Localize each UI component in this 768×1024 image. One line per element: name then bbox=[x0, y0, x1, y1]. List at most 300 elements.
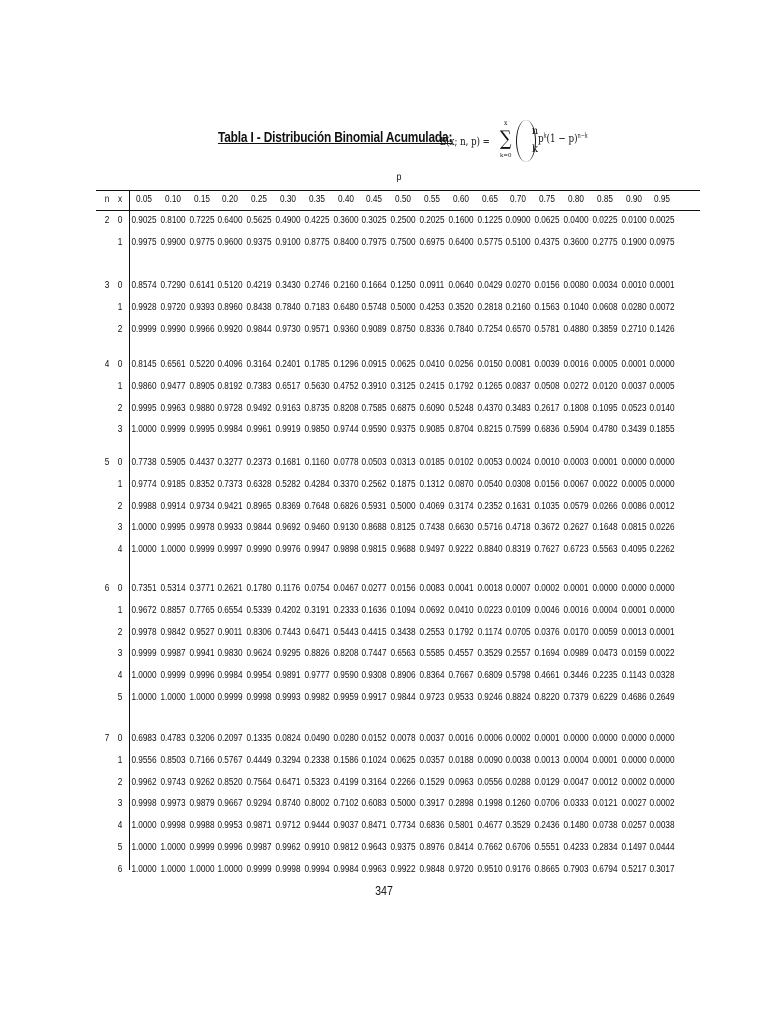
table-cell: 0.1024 bbox=[361, 754, 387, 766]
table-cell: 0.9130 bbox=[333, 522, 359, 534]
rhs-exp2: n−k bbox=[577, 132, 588, 140]
table-cell: 0.0400 bbox=[563, 215, 589, 226]
table-cell: 0.8215 bbox=[477, 424, 503, 436]
table-cell: 0.0738 bbox=[592, 820, 618, 832]
table-cell: 0.8735 bbox=[304, 402, 330, 414]
table-cell: 0.6975 bbox=[419, 236, 445, 248]
table-cell: 0.3672 bbox=[534, 522, 560, 534]
table-cell: 0.9978 bbox=[189, 522, 215, 534]
table-cell: 0.1260 bbox=[505, 798, 531, 810]
table-cell: 0.1785 bbox=[304, 359, 330, 370]
table-cell: 0.0081 bbox=[505, 359, 531, 370]
table-cell: 0.0288 bbox=[505, 776, 531, 788]
table-cell: 0.2235 bbox=[592, 670, 618, 682]
table-cell: 0.8369 bbox=[275, 500, 301, 512]
table-cell: 0.9919 bbox=[275, 424, 301, 436]
table-cell: 0.2262 bbox=[649, 544, 675, 556]
table-cell: 0.9375 bbox=[390, 842, 416, 853]
table-cell: 0.9723 bbox=[419, 692, 445, 703]
table-cell: 0.0824 bbox=[275, 733, 301, 744]
table-cell: 0.1998 bbox=[477, 798, 503, 810]
table-cell: 0.6836 bbox=[534, 424, 560, 436]
table-cell: 0.8905 bbox=[189, 380, 215, 392]
table-cell: 0.0067 bbox=[563, 478, 589, 490]
table-cell: 0.7840 bbox=[448, 323, 474, 335]
table-cell: 0.0100 bbox=[621, 215, 647, 226]
table-cell: 0.8840 bbox=[477, 544, 503, 556]
table-cell: 0.9688 bbox=[390, 544, 416, 556]
table-cell: 0.0000 bbox=[621, 754, 647, 766]
table-cell: 0.9871 bbox=[246, 820, 272, 832]
table-cell: 0.0016 bbox=[563, 604, 589, 616]
table-cell: 0.7765 bbox=[189, 604, 215, 616]
row-x-label: 2 bbox=[117, 776, 123, 788]
table-cell: 0.8665 bbox=[534, 863, 560, 875]
table-cell: 0.9879 bbox=[189, 798, 215, 810]
table-cell: 1.0000 bbox=[160, 842, 186, 853]
table-cell: 0.1176 bbox=[275, 583, 301, 594]
table-cell: 0.9917 bbox=[361, 692, 387, 703]
table-cell: 0.1035 bbox=[534, 500, 560, 512]
table-cell: 0.3917 bbox=[419, 798, 445, 810]
table-cell: 0.5904 bbox=[563, 424, 589, 436]
table-cell: 0.9962 bbox=[131, 776, 157, 788]
table-cell: 0.5217 bbox=[621, 863, 647, 875]
table-cell: 0.9999 bbox=[160, 670, 186, 682]
table-cell: 0.0540 bbox=[477, 478, 503, 490]
table-cell: 0.0266 bbox=[592, 500, 618, 512]
table-cell: 0.5630 bbox=[304, 380, 330, 392]
table-cell: 0.0001 bbox=[649, 626, 675, 638]
table-cell: 0.8750 bbox=[390, 323, 416, 335]
table-cell: 0.0053 bbox=[477, 457, 503, 468]
table-cell: 1.0000 bbox=[160, 863, 186, 875]
table-cell: 0.6328 bbox=[246, 478, 272, 490]
table-cell: 0.7627 bbox=[534, 544, 560, 556]
table-cell: 0.2097 bbox=[217, 733, 243, 744]
table-cell: 0.1529 bbox=[419, 776, 445, 788]
header-p-value: 0.55 bbox=[424, 194, 440, 205]
table-cell: 0.9999 bbox=[246, 863, 272, 875]
table-cell: 0.0000 bbox=[621, 733, 647, 744]
table-cell: 0.4661 bbox=[534, 670, 560, 682]
table-cell: 0.8145 bbox=[131, 359, 157, 370]
table-cell: 0.3294 bbox=[275, 754, 301, 766]
table-cell: 0.7443 bbox=[275, 626, 301, 638]
row-x-label: 0 bbox=[117, 583, 123, 594]
table-cell: 0.0467 bbox=[333, 583, 359, 594]
table-cell: 0.0109 bbox=[505, 604, 531, 616]
table-cell: 0.5798 bbox=[505, 670, 531, 682]
table-cell: 0.9963 bbox=[361, 863, 387, 875]
table-cell: 0.0002 bbox=[649, 798, 675, 810]
table-cell: 0.4780 bbox=[592, 424, 618, 436]
table-cell: 0.3439 bbox=[621, 424, 647, 436]
table-cell: 0.0039 bbox=[534, 359, 560, 370]
table-cell: 0.0000 bbox=[592, 583, 618, 594]
table-cell: 0.6563 bbox=[390, 648, 416, 660]
table-cell: 0.4900 bbox=[275, 215, 301, 226]
header-x: x bbox=[117, 194, 123, 205]
table-cell: 0.9571 bbox=[304, 323, 330, 335]
formula-binomial bbox=[516, 120, 539, 162]
table-cell: 0.7225 bbox=[189, 215, 215, 226]
table-cell: 0.7102 bbox=[333, 798, 359, 810]
table-cell: 0.1040 bbox=[563, 301, 589, 313]
table-cell: 0.5767 bbox=[217, 754, 243, 766]
table-cell: 0.0444 bbox=[649, 842, 675, 853]
table-cell: 0.1875 bbox=[390, 478, 416, 490]
table-cell: 0.9734 bbox=[189, 500, 215, 512]
table-cell: 0.9999 bbox=[131, 648, 157, 660]
table-cell: 0.3025 bbox=[361, 215, 387, 226]
table-cell: 0.8574 bbox=[131, 280, 157, 291]
table-cell: 0.8438 bbox=[246, 301, 272, 313]
table-cell: 0.0778 bbox=[333, 457, 359, 468]
table-cell: 0.7379 bbox=[563, 692, 589, 703]
table-cell: 0.9375 bbox=[390, 424, 416, 436]
table-cell: 0.0225 bbox=[592, 215, 618, 226]
table-cell: 0.0001 bbox=[621, 604, 647, 616]
table-cell: 0.0625 bbox=[390, 359, 416, 370]
table-cell: 1.0000 bbox=[131, 544, 157, 556]
table-cell: 0.6229 bbox=[592, 692, 618, 703]
table-cell: 0.0608 bbox=[592, 301, 618, 313]
table-cell: 0.5000 bbox=[390, 301, 416, 313]
table-cell: 0.0037 bbox=[621, 380, 647, 392]
table-cell: 0.3370 bbox=[333, 478, 359, 490]
table-cell: 1.0000 bbox=[189, 692, 215, 703]
table-cell: 0.2415 bbox=[419, 380, 445, 392]
table-cell: 0.5775 bbox=[477, 236, 503, 248]
table-cell: 0.0004 bbox=[592, 604, 618, 616]
table-cell: 0.9492 bbox=[246, 402, 272, 414]
table-cell: 0.5801 bbox=[448, 820, 474, 832]
table-cell: 0.1563 bbox=[534, 301, 560, 313]
table-cell: 0.9477 bbox=[160, 380, 186, 392]
table-cell: 0.9860 bbox=[131, 380, 157, 392]
table-cell: 0.6706 bbox=[505, 842, 531, 853]
binom-top: n bbox=[531, 126, 539, 137]
row-x-label: 3 bbox=[117, 522, 123, 534]
group-n-label: 4 bbox=[104, 359, 110, 370]
table-cell: 0.7351 bbox=[131, 583, 157, 594]
table-cell: 0.8002 bbox=[304, 798, 330, 810]
p-label: p bbox=[396, 171, 402, 183]
table-cell: 0.0625 bbox=[390, 754, 416, 766]
table-cell: 0.0915 bbox=[361, 359, 387, 370]
table-cell: 0.0963 bbox=[448, 776, 474, 788]
table-cell: 0.1094 bbox=[390, 604, 416, 616]
table-cell: 0.7290 bbox=[160, 280, 186, 291]
table-cell: 0.9850 bbox=[304, 424, 330, 436]
table-cell: 0.0012 bbox=[649, 500, 675, 512]
row-x-label: 3 bbox=[117, 798, 123, 810]
table-cell: 0.0000 bbox=[592, 733, 618, 744]
table-cell: 0.8906 bbox=[390, 670, 416, 682]
table-cell: 0.8208 bbox=[333, 648, 359, 660]
table-cell: 0.6554 bbox=[217, 604, 243, 616]
table-cell: 0.6471 bbox=[304, 626, 330, 638]
table-cell: 0.5314 bbox=[160, 583, 186, 594]
table-cell: 0.0508 bbox=[534, 380, 560, 392]
table-cell: 0.8857 bbox=[160, 604, 186, 616]
header-p-value: 0.35 bbox=[308, 194, 325, 205]
table-cell: 0.9100 bbox=[275, 236, 301, 248]
table-cell: 0.2562 bbox=[361, 478, 387, 490]
table-cell: 0.9294 bbox=[246, 798, 272, 810]
table-cell: 0.8688 bbox=[361, 522, 387, 534]
table-cell: 0.3125 bbox=[390, 380, 416, 392]
table-cell: 0.0038 bbox=[649, 820, 675, 832]
table-cell: 0.0025 bbox=[649, 215, 675, 226]
table-cell: 0.4677 bbox=[477, 820, 503, 832]
table-cell: 0.9692 bbox=[275, 522, 301, 534]
table-cell: 0.6983 bbox=[131, 733, 157, 744]
table-cell: 0.0000 bbox=[649, 359, 675, 370]
table-cell: 0.9988 bbox=[189, 820, 215, 832]
table-cell: 0.0272 bbox=[563, 380, 589, 392]
header-bottom-rule bbox=[96, 210, 700, 211]
table-cell: 0.0625 bbox=[534, 215, 560, 226]
table-cell: 0.0556 bbox=[477, 776, 503, 788]
table-cell: 0.4718 bbox=[505, 522, 531, 534]
table-cell: 0.6141 bbox=[189, 280, 215, 291]
table-cell: 1.0000 bbox=[160, 544, 186, 556]
header-p-value: 0.15 bbox=[193, 194, 210, 205]
table-cell: 0.5339 bbox=[246, 604, 272, 616]
table-cell: 0.9990 bbox=[160, 323, 186, 335]
table-cell: 0.0046 bbox=[534, 604, 560, 616]
table-cell: 0.0185 bbox=[419, 457, 445, 468]
table-cell: 0.3520 bbox=[448, 301, 474, 313]
table-cell: 0.0911 bbox=[419, 280, 445, 291]
table-cell: 0.9984 bbox=[333, 863, 359, 875]
table-cell: 0.5000 bbox=[390, 500, 416, 512]
table-cell: 0.9176 bbox=[505, 863, 531, 875]
formula-sigma: ∑ bbox=[500, 126, 512, 150]
table-cell: 0.0754 bbox=[304, 583, 330, 594]
table-cell: 0.9262 bbox=[189, 776, 215, 788]
table-cell: 0.9962 bbox=[275, 842, 301, 853]
row-x-label: 0 bbox=[117, 457, 123, 468]
table-cell: 0.0159 bbox=[621, 648, 647, 660]
table-cell: 0.0000 bbox=[649, 478, 675, 490]
table-cell: 0.9928 bbox=[131, 301, 157, 313]
table-cell: 0.1681 bbox=[275, 457, 301, 468]
table-cell: 0.9975 bbox=[131, 236, 157, 248]
table-cell: 0.9844 bbox=[246, 323, 272, 335]
table-cell: 0.9961 bbox=[246, 424, 272, 436]
table-cell: 0.5100 bbox=[505, 236, 531, 248]
table-cell: 0.1250 bbox=[390, 280, 416, 291]
table-cell: 0.0975 bbox=[649, 236, 675, 248]
table-cell: 0.0152 bbox=[361, 733, 387, 744]
header-p-value: 0.30 bbox=[280, 194, 296, 205]
row-x-label: 1 bbox=[117, 478, 123, 490]
table-cell: 0.5323 bbox=[304, 776, 330, 788]
table-cell: 0.0086 bbox=[621, 500, 647, 512]
table-cell: 0.0003 bbox=[563, 457, 589, 468]
table-cell: 0.0900 bbox=[505, 215, 531, 226]
table-cell: 0.9996 bbox=[189, 670, 215, 682]
table-cell: 0.5625 bbox=[246, 215, 272, 226]
table-cell: 0.1312 bbox=[419, 478, 445, 490]
table-cell: 0.7667 bbox=[448, 670, 474, 682]
table-cell: 0.8740 bbox=[275, 798, 301, 810]
formula-lhs: B(x; n, p) = bbox=[440, 135, 490, 148]
row-x-label: 4 bbox=[117, 670, 123, 682]
table-cell: 0.0001 bbox=[649, 280, 675, 291]
table-cell: 0.6400 bbox=[217, 215, 243, 226]
table-cell: 0.1265 bbox=[477, 380, 503, 392]
table-cell: 0.7975 bbox=[361, 236, 387, 248]
table-cell: 0.0038 bbox=[505, 754, 531, 766]
table-cell: 0.9712 bbox=[275, 820, 301, 832]
table-cell: 0.0410 bbox=[448, 604, 474, 616]
table-cell: 0.0022 bbox=[649, 648, 675, 660]
table-cell: 0.0140 bbox=[649, 402, 675, 414]
row-x-label: 0 bbox=[117, 359, 123, 370]
table-cell: 0.8976 bbox=[419, 842, 445, 853]
row-x-label: 2 bbox=[117, 500, 123, 512]
table-cell: 0.1792 bbox=[448, 380, 474, 392]
table-cell: 0.0640 bbox=[448, 280, 474, 291]
table-cell: 0.4069 bbox=[419, 500, 445, 512]
table-cell: 0.4199 bbox=[333, 776, 359, 788]
table-cell: 0.3600 bbox=[333, 215, 359, 226]
table-cell: 0.0004 bbox=[563, 754, 589, 766]
table-cell: 0.0041 bbox=[448, 583, 474, 594]
table-cell: 0.9987 bbox=[160, 648, 186, 660]
header-p-value: 0.75 bbox=[539, 194, 556, 205]
table-cell: 0.8503 bbox=[160, 754, 186, 766]
header-p-value: 0.50 bbox=[395, 194, 412, 205]
table-cell: 0.0473 bbox=[592, 648, 618, 660]
table-cell: 0.0016 bbox=[448, 733, 474, 744]
header-p-value: 0.65 bbox=[481, 194, 498, 205]
header-p-value: 0.95 bbox=[654, 194, 671, 205]
row-x-label: 1 bbox=[117, 301, 123, 313]
table-cell: 0.9421 bbox=[217, 500, 243, 512]
table-cell: 0.4284 bbox=[304, 478, 330, 490]
table-cell: 0.9848 bbox=[419, 863, 445, 875]
table-cell: 0.9995 bbox=[131, 402, 157, 414]
table-cell: 0.4219 bbox=[246, 280, 272, 291]
table-cell: 0.9976 bbox=[275, 544, 301, 556]
table-cell: 0.9600 bbox=[217, 236, 243, 248]
table-cell: 0.1808 bbox=[563, 402, 589, 414]
table-cell: 0.9978 bbox=[131, 626, 157, 638]
table-cell: 0.2333 bbox=[333, 604, 359, 616]
table-cell: 0.9533 bbox=[448, 692, 474, 703]
row-x-label: 5 bbox=[117, 692, 123, 703]
table-cell: 0.4202 bbox=[275, 604, 301, 616]
table-cell: 0.9830 bbox=[217, 648, 243, 660]
table-cell: 0.0328 bbox=[649, 670, 675, 682]
header-p-value: 0.20 bbox=[222, 194, 239, 205]
table-cell: 1.0000 bbox=[131, 820, 157, 832]
table-cell: 0.8352 bbox=[189, 478, 215, 490]
table-cell: 0.4225 bbox=[304, 215, 330, 226]
table-cell: 0.5748 bbox=[361, 301, 387, 313]
table-cell: 1.0000 bbox=[131, 863, 157, 875]
table-cell: 0.9966 bbox=[189, 323, 215, 335]
row-x-label: 3 bbox=[117, 648, 123, 660]
table-cell: 0.9624 bbox=[246, 648, 272, 660]
table-cell: 0.3438 bbox=[390, 626, 416, 638]
table-cell: 0.0837 bbox=[505, 380, 531, 392]
table-cell: 0.7662 bbox=[477, 842, 503, 853]
table-cell: 0.3191 bbox=[304, 604, 330, 616]
table-cell: 0.6561 bbox=[160, 359, 186, 370]
table-cell: 0.9994 bbox=[304, 863, 330, 875]
table-cell: 0.4686 bbox=[621, 692, 647, 703]
header-p-value: 0.60 bbox=[452, 194, 469, 205]
table-cell: 0.4253 bbox=[419, 301, 445, 313]
table-cell: 1.0000 bbox=[217, 863, 243, 875]
table-cell: 0.9891 bbox=[275, 670, 301, 682]
table-cell: 0.9880 bbox=[189, 402, 215, 414]
table-cell: 0.0007 bbox=[505, 583, 531, 594]
table-cell: 0.0000 bbox=[563, 733, 589, 744]
row-x-label: 1 bbox=[117, 604, 123, 616]
table-cell: 0.5220 bbox=[189, 359, 215, 370]
table-cell: 0.2621 bbox=[217, 583, 243, 594]
table-cell: 0.9527 bbox=[189, 626, 215, 638]
table-cell: 0.9667 bbox=[217, 798, 243, 810]
table-cell: 0.0989 bbox=[563, 648, 589, 660]
row-x-label: 4 bbox=[117, 544, 123, 556]
table-cell: 0.9720 bbox=[448, 863, 474, 875]
table-cell: 0.9900 bbox=[160, 236, 186, 248]
table-cell: 0.5120 bbox=[217, 280, 243, 291]
table-cell: 0.8826 bbox=[304, 648, 330, 660]
table-cell: 0.1792 bbox=[448, 626, 474, 638]
table-cell: 0.9672 bbox=[131, 604, 157, 616]
table-cell: 0.6794 bbox=[592, 863, 618, 875]
table-cell: 0.3910 bbox=[361, 380, 387, 392]
table-cell: 0.5905 bbox=[160, 457, 186, 468]
table-cell: 0.4880 bbox=[563, 323, 589, 335]
group-n-label: 7 bbox=[104, 733, 110, 744]
table-cell: 0.9775 bbox=[189, 236, 215, 248]
table-cell: 0.0156 bbox=[390, 583, 416, 594]
table-cell: 0.2338 bbox=[304, 754, 330, 766]
table-cell: 0.0013 bbox=[621, 626, 647, 638]
table-cell: 0.9993 bbox=[275, 692, 301, 703]
row-x-label: 1 bbox=[117, 236, 123, 248]
table-cell: 0.0706 bbox=[534, 798, 560, 810]
group-n-label: 2 bbox=[104, 215, 110, 226]
table-cell: 0.9744 bbox=[333, 424, 359, 436]
table-cell: 0.0102 bbox=[448, 457, 474, 468]
table-cell: 0.2436 bbox=[534, 820, 560, 832]
table-cell: 0.9997 bbox=[217, 544, 243, 556]
table-cell: 0.2025 bbox=[419, 215, 445, 226]
table-cell: 0.9999 bbox=[160, 424, 186, 436]
table-cell: 0.4233 bbox=[563, 842, 589, 853]
table-cell: 0.2649 bbox=[649, 692, 675, 703]
rhs-exp1: k bbox=[543, 132, 547, 140]
table-cell: 0.8520 bbox=[217, 776, 243, 788]
table-cell: 0.0001 bbox=[563, 583, 589, 594]
table-cell: 0.9987 bbox=[246, 842, 272, 853]
table-cell: 1.0000 bbox=[131, 692, 157, 703]
table-cell: 0.0078 bbox=[390, 733, 416, 744]
table-cell: 0.3164 bbox=[361, 776, 387, 788]
table-cell: 0.0083 bbox=[419, 583, 445, 594]
